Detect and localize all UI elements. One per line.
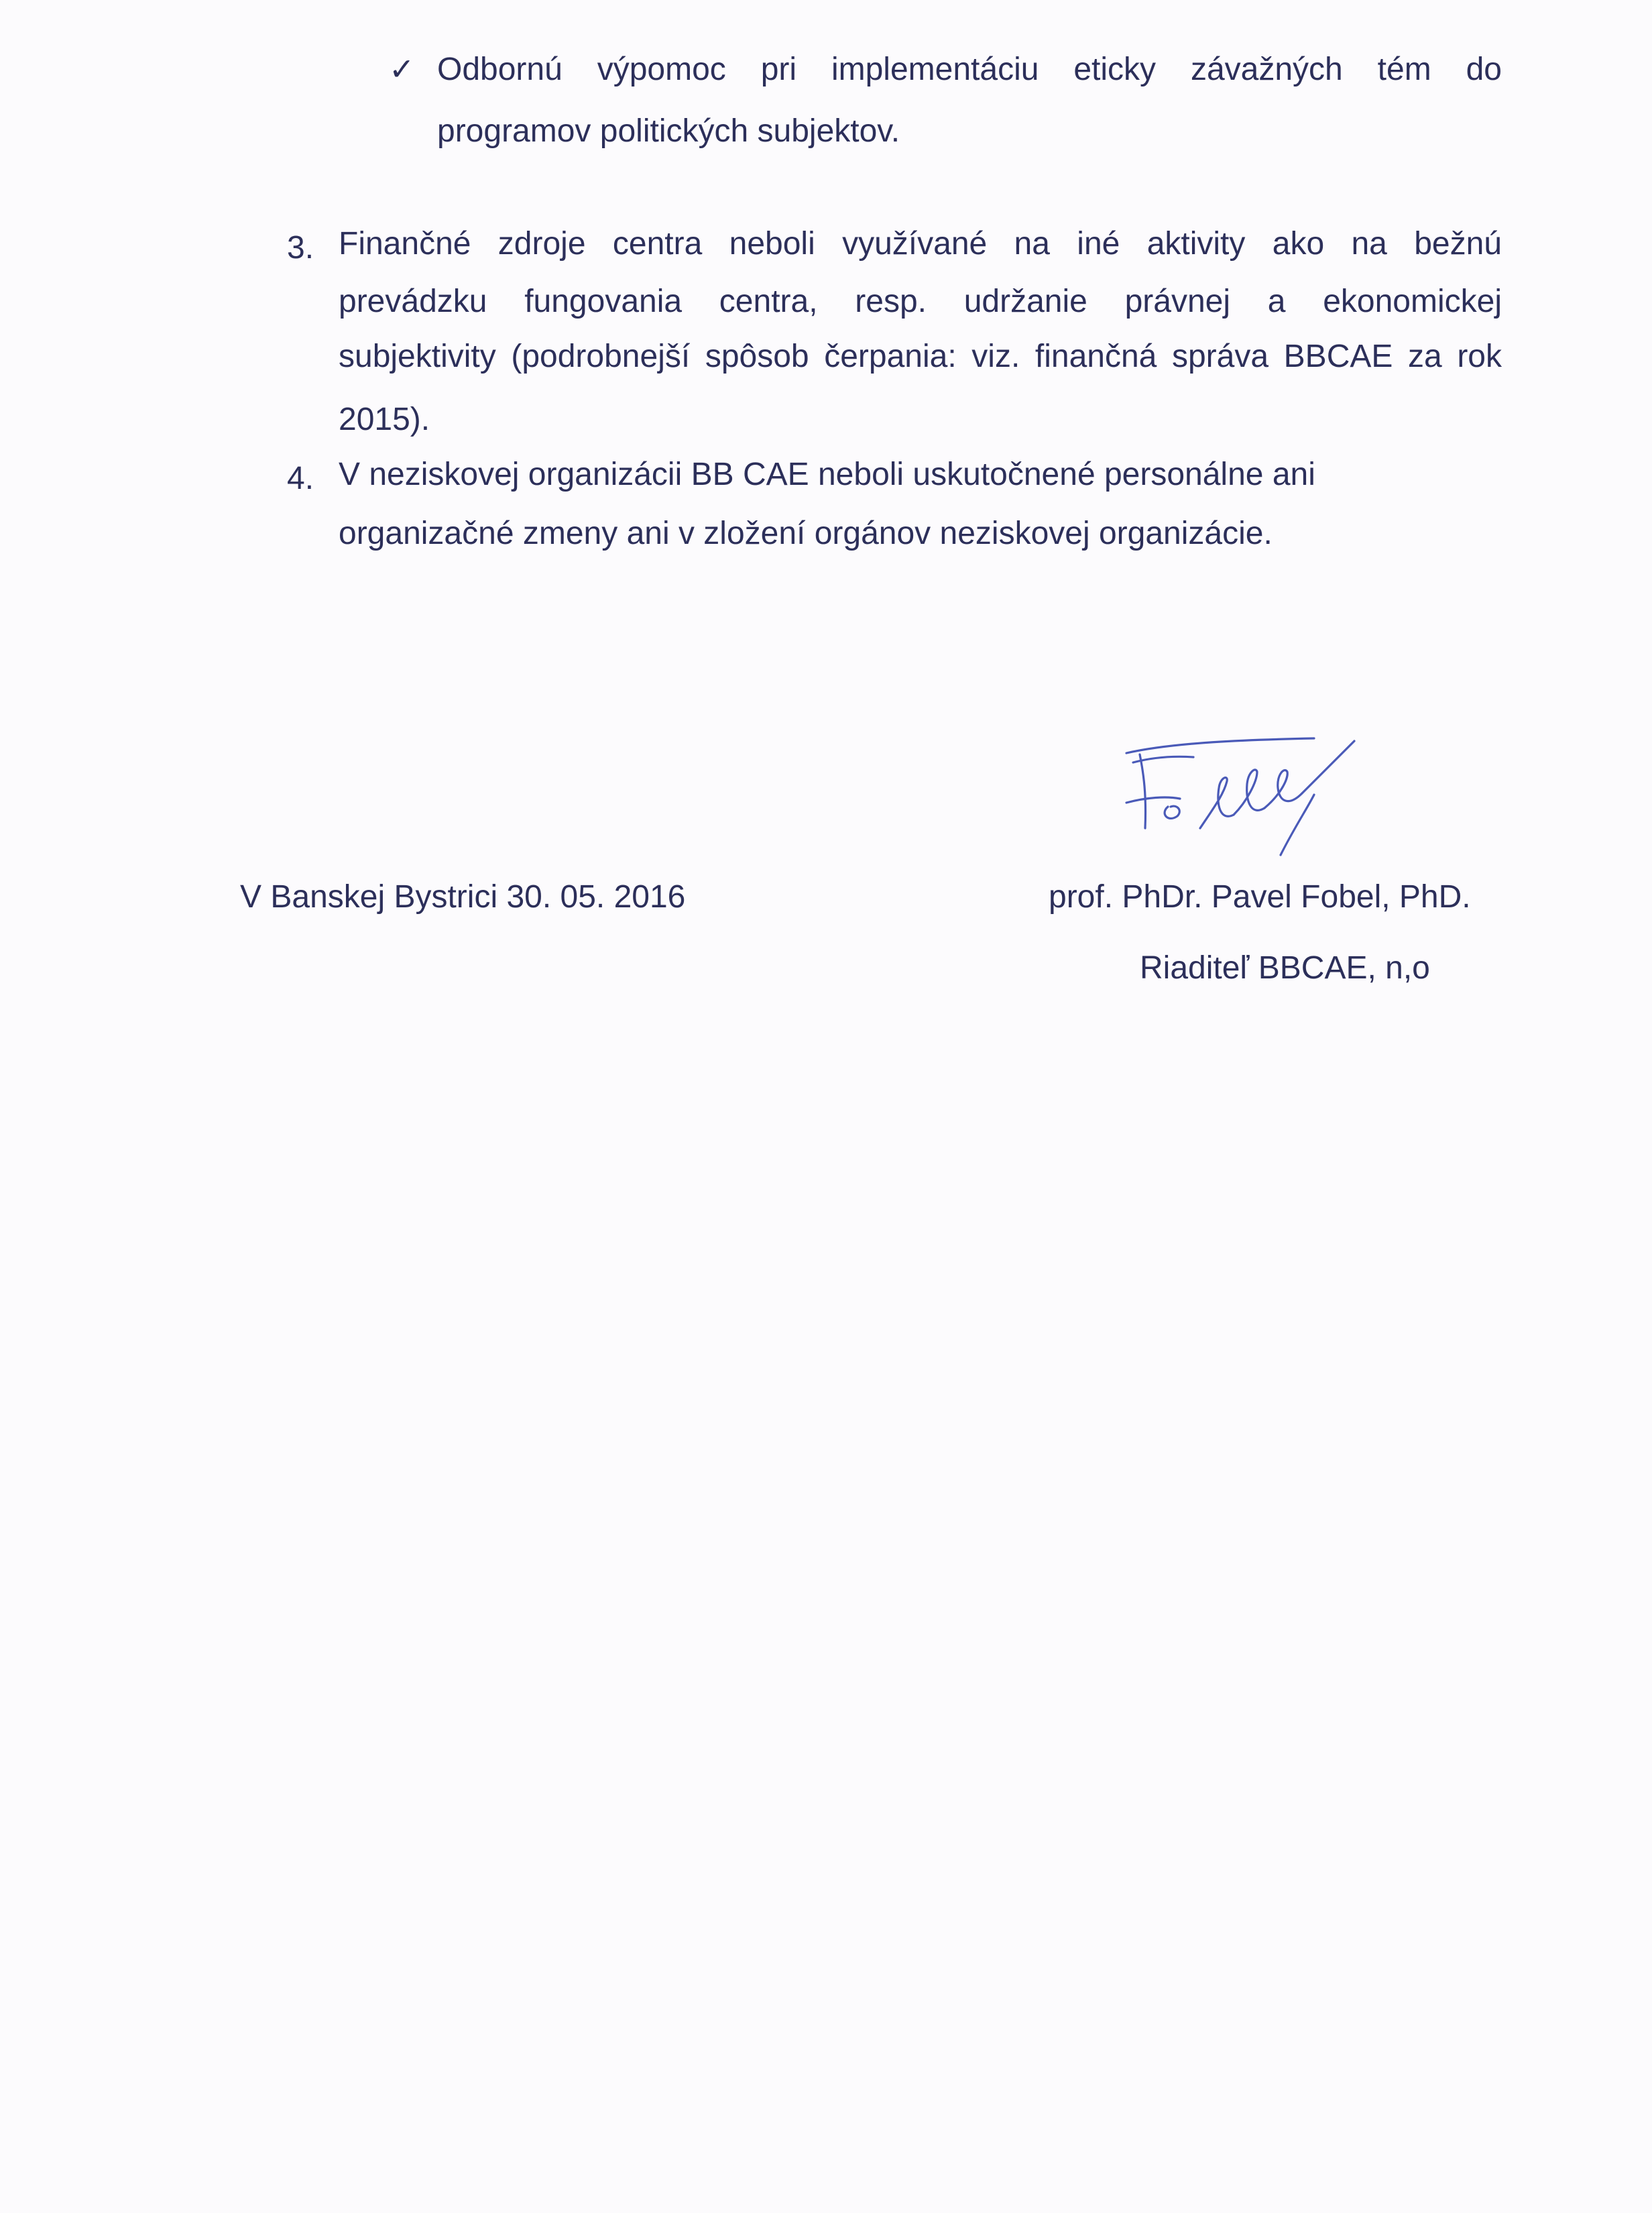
list-number-4: 4. [287, 461, 314, 496]
list-item-3-line-1: Finančné zdroje centra neboli využívané na iné aktivity ako na bežnú [339, 226, 1502, 262]
list-item-3-line-2: prevádzku fungovania centra, resp. udržanie právnej a ekonomickej [339, 284, 1502, 319]
list-number-3: 3. [287, 230, 314, 266]
signatory-name: prof. PhDr. Pavel Fobel, PhD. [1049, 879, 1471, 915]
check-item-line-2: programov politických subjektov. [437, 113, 900, 149]
place-date: V Banskej Bystrici 30. 05. 2016 [240, 879, 686, 915]
signatory-role: Riaditeľ BBCAE, n,o [1140, 950, 1430, 986]
signature-image [1113, 728, 1395, 889]
list-item-3-line-3: subjektivity (podrobnejší spôsob čerpania: viz. finančná správa BBCAE za rok [339, 339, 1502, 374]
check-icon: ✓ [389, 52, 415, 87]
check-item-line-1: Odbornú výpomoc pri implementáciu eticky závažných tém do [437, 52, 1502, 87]
list-item-4-line-1: V neziskovej organizácii BB CAE neboli uskutočnené personálne ani [339, 457, 1315, 492]
list-item-3-line-4: 2015). [339, 402, 430, 437]
list-item-4-line-2: organizačné zmeny ani v zložení orgánov neziskovej organizácie. [339, 516, 1273, 551]
